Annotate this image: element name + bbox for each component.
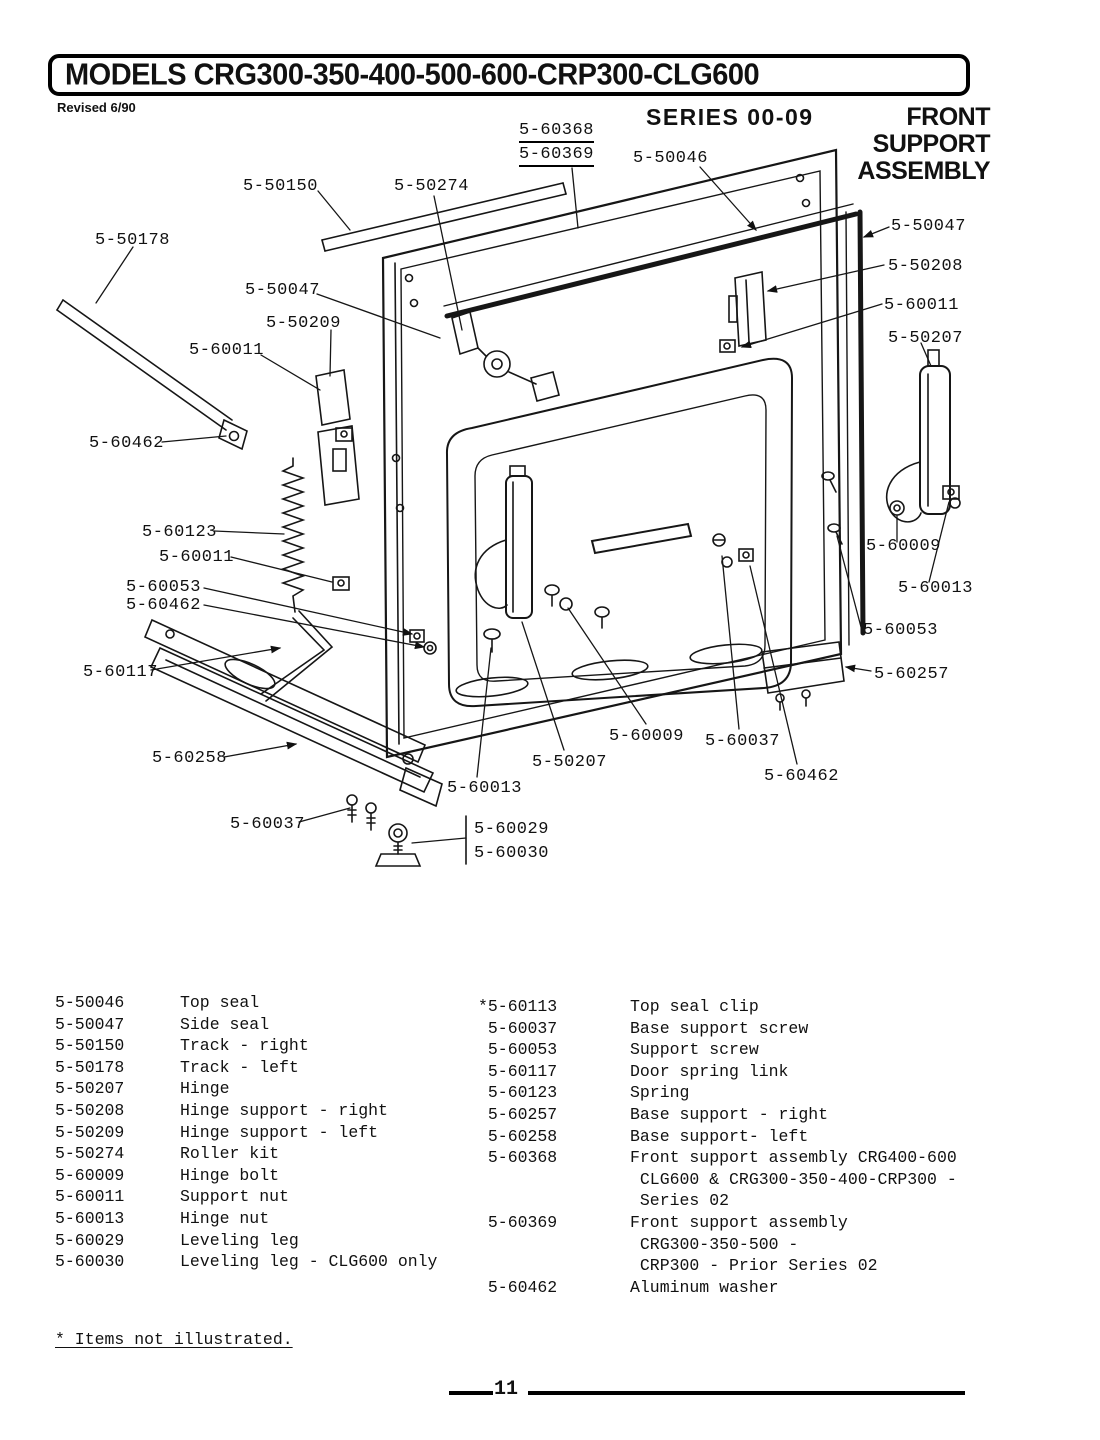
revised-note: Revised 6/90 <box>57 100 136 115</box>
part-description-cell: Spring <box>630 1083 690 1103</box>
part-number-cell: 5-60009 <box>55 1165 125 1185</box>
part-description-cell: Track - left <box>180 1057 299 1077</box>
part-number-cell: 5-60013 <box>55 1208 125 1228</box>
part-callout: 5-50047 <box>891 217 966 236</box>
part-description-cell: Hinge <box>180 1079 230 1099</box>
part-callout: 5-50047 <box>245 281 320 300</box>
part-callout: 5-60462 <box>89 434 164 453</box>
part-description-cell: Track - right <box>180 1036 309 1056</box>
part-number-cell: 5-50274 <box>55 1144 125 1164</box>
part-number-cell: 5-60029 <box>55 1230 125 1250</box>
part-description-cell: Leveling leg - CLG600 only <box>180 1252 438 1272</box>
part-number-cell: 5-50046 <box>55 993 125 1012</box>
part-callout: 5-50178 <box>95 231 170 250</box>
part-callout: 5-60013 <box>898 579 973 598</box>
part-callout: 5-60053 <box>126 578 201 597</box>
series-label: SERIES 00-09 <box>646 104 814 130</box>
part-callout: 5-50150 <box>243 177 318 196</box>
parts-list-row <box>478 1169 1078 1191</box>
part-number-cell: 5-60368 <box>478 1148 558 1168</box>
part-description-cell: CRG300-350-500 - <box>630 1234 799 1254</box>
part-number-cell <box>478 1190 630 1212</box>
parts-list-row <box>478 1277 1078 1299</box>
part-number-cell: 5-60258 <box>478 1126 558 1146</box>
part-callout: 5-60009 <box>609 727 684 746</box>
part-description-cell: Top seal <box>180 993 260 1012</box>
parts-list-row <box>478 1039 1078 1061</box>
part-callout: 5-60368 <box>519 121 594 143</box>
footnote: * Items not illustrated. <box>55 1330 293 1349</box>
part-description-cell: Support nut <box>180 1187 289 1207</box>
parts-list-row <box>55 1208 485 1230</box>
part-description-cell: Series 02 <box>630 1191 730 1211</box>
part-description-cell: Support screw <box>630 1040 759 1060</box>
parts-list-row <box>478 1147 1078 1169</box>
part-number-cell: 5-50208 <box>55 1100 125 1120</box>
part-description-cell: Base support- left <box>630 1126 809 1146</box>
parts-list-row <box>478 1126 1078 1148</box>
part-callout: 5-60011 <box>884 296 959 315</box>
part-number-cell <box>478 1234 630 1256</box>
part-callout: 5-60029 <box>474 820 549 839</box>
parts-list-row <box>55 1078 485 1100</box>
assembly-title-line-3: ASSEMBLY <box>857 157 990 185</box>
parts-list-row <box>478 996 1078 1018</box>
parts-list-row <box>55 1143 485 1165</box>
part-callout: 5-60257 <box>874 665 949 684</box>
part-callout: 5-60011 <box>189 341 264 360</box>
parts-list-row <box>478 1104 1078 1126</box>
models-title: MODELS CRG300-350-400-500-600-CRP300-CLG600 <box>65 57 760 92</box>
part-number-cell: 5-50150 <box>55 1036 125 1056</box>
part-number-cell: 5-60011 <box>55 1187 125 1207</box>
part-number-cell <box>478 1255 630 1277</box>
parts-list-row <box>55 1251 485 1273</box>
part-callout: 5-50207 <box>888 329 963 348</box>
part-number-cell: 5-50207 <box>55 1079 125 1099</box>
part-callout: 5-60030 <box>474 844 549 863</box>
parts-list-row <box>55 1122 485 1144</box>
part-number-cell: *5-60113 <box>478 997 558 1016</box>
parts-list-row <box>55 1186 485 1208</box>
parts-list-row <box>478 1082 1078 1104</box>
parts-list-row <box>55 1057 485 1079</box>
part-number-cell: 5-60369 <box>478 1212 558 1232</box>
parts-list-row <box>478 1234 1078 1256</box>
parts-list-row <box>55 1230 485 1252</box>
assembly-title-line-1: FRONT <box>906 103 990 131</box>
part-callout: 5-60117 <box>83 663 158 682</box>
parts-list-row <box>478 1255 1078 1277</box>
parts-list-left <box>55 992 485 1273</box>
part-number-cell: 5-60117 <box>478 1061 558 1081</box>
part-callout: 5-60011 <box>159 548 234 567</box>
part-description-cell: Aluminum washer <box>630 1277 779 1297</box>
part-description-cell: CRP300 - Prior Series 02 <box>630 1256 878 1276</box>
part-description-cell: Top seal clip <box>630 997 759 1016</box>
part-callout: 5-60053 <box>863 621 938 640</box>
part-callout: 5-50274 <box>394 177 469 196</box>
part-description-cell: Front support assembly <box>630 1212 848 1232</box>
part-description-cell: Hinge bolt <box>180 1165 280 1185</box>
part-number-cell: 5-60037 <box>478 1018 558 1038</box>
parts-list-row <box>55 1165 485 1187</box>
parts-list-row <box>478 1061 1078 1083</box>
part-number-cell: 5-60053 <box>478 1040 558 1060</box>
part-callout: 5-60369 <box>519 145 594 167</box>
parts-list-row <box>478 1212 1078 1234</box>
part-description-cell: Base support screw <box>630 1018 809 1038</box>
part-description-cell: Hinge nut <box>180 1208 270 1228</box>
parts-list-row <box>478 1018 1078 1040</box>
part-description-cell: Hinge support - right <box>180 1100 388 1120</box>
parts-list-right <box>478 996 1078 1298</box>
part-callout: 5-60037 <box>705 732 780 751</box>
part-number-cell: 5-50047 <box>55 1014 125 1034</box>
footer-rule-right <box>528 1391 965 1395</box>
assembly-title-line-2: SUPPORT <box>872 130 990 158</box>
part-callout: 5-50209 <box>266 314 341 333</box>
part-callout: 5-60037 <box>230 815 305 834</box>
part-callout: 5-60462 <box>126 596 201 615</box>
part-number-cell: 5-60123 <box>478 1083 558 1103</box>
parts-list-row <box>55 992 485 1014</box>
part-callout: 5-50207 <box>532 753 607 772</box>
part-number-cell: 5-60462 <box>478 1277 558 1297</box>
part-callout: 5-50208 <box>888 257 963 276</box>
part-number-cell <box>478 1169 630 1191</box>
part-description-cell: Door spring link <box>630 1061 789 1081</box>
part-description-cell: Leveling leg <box>180 1230 299 1250</box>
part-description-cell: Side seal <box>180 1014 270 1034</box>
parts-list-row <box>55 1014 485 1036</box>
part-number-cell: 5-60257 <box>478 1104 558 1124</box>
part-description-cell: Base support - right <box>630 1104 829 1124</box>
part-description-cell: CLG600 & CRG300-350-400-CRP300 - <box>630 1169 957 1189</box>
part-description-cell: Hinge support - left <box>180 1122 379 1142</box>
part-callout: 5-60462 <box>764 767 839 786</box>
part-callout: 5-60009 <box>866 537 941 556</box>
footer-rule-left <box>449 1391 493 1395</box>
part-description-cell: Front support assembly CRG400-600 <box>630 1148 957 1168</box>
parts-list-row <box>478 1190 1078 1212</box>
part-callout: 5-50046 <box>633 149 708 168</box>
part-callout: 5-60258 <box>152 749 227 768</box>
parts-list-row <box>55 1035 485 1057</box>
part-callout: 5-60013 <box>447 779 522 798</box>
part-callout: 5-60123 <box>142 523 217 542</box>
page-number: 11 <box>494 1378 519 1401</box>
part-number-cell: 5-50209 <box>55 1122 125 1142</box>
parts-list-row <box>55 1100 485 1122</box>
part-description-cell: Roller kit <box>180 1144 280 1164</box>
part-number-cell: 5-50178 <box>55 1057 125 1077</box>
part-number-cell: 5-60030 <box>55 1252 125 1272</box>
